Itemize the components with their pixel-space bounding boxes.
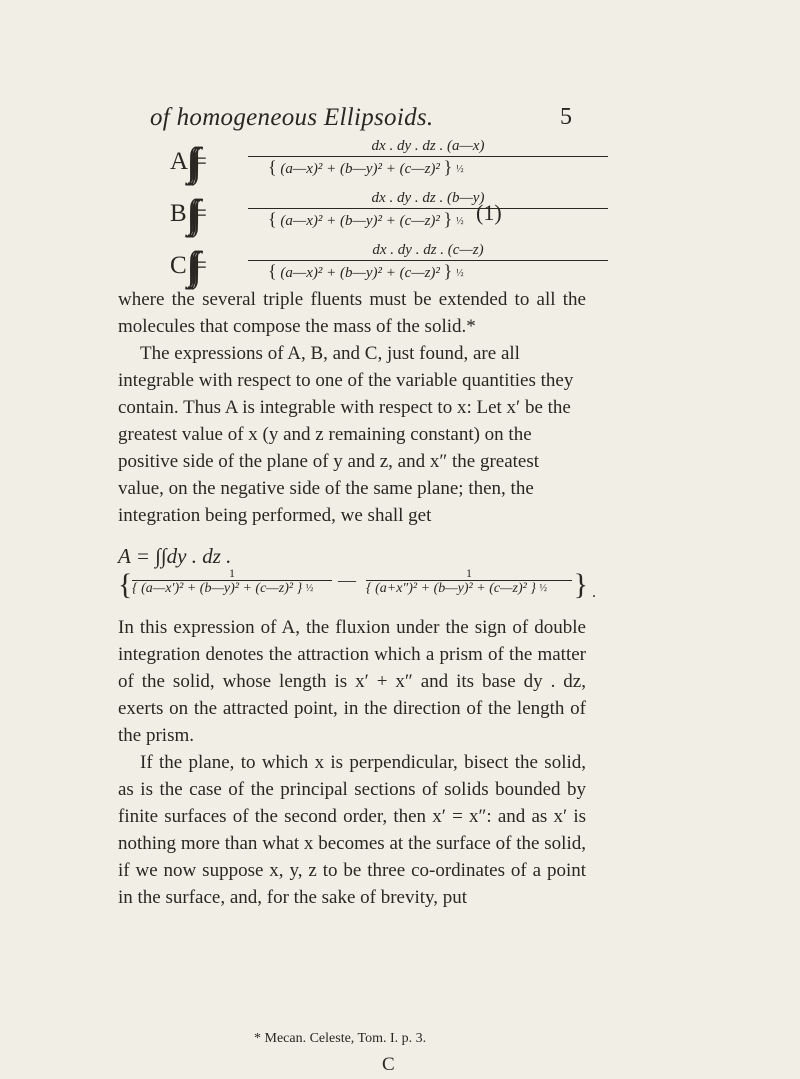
integral-result-expression — [118, 566, 596, 610]
denominator-expression: (a—x)² + (b—y)² + (c—z)² — [280, 265, 440, 281]
equation-lhs: B = — [170, 200, 208, 227]
open-brace: { — [118, 568, 133, 601]
denominator-expression: (a—x)² + (b—y)² + (c—z)² — [280, 213, 440, 229]
term-two-fraction — [366, 566, 572, 597]
period: . — [592, 584, 596, 601]
minus-sign: — — [338, 570, 356, 590]
equation-a — [170, 132, 630, 192]
equation-numerator: dx . dy . dz . (b—y) — [371, 190, 485, 206]
footnote: * Mecan. Celeste, Tom. I. p. 3. — [254, 1031, 427, 1046]
equation-fraction — [248, 190, 608, 229]
term-one-fraction — [132, 566, 332, 597]
paragraph: where the several triple fluents must be extended to all the molecules that compose the mass of the solid.* — [118, 289, 586, 337]
integral-result-lhs: A = ∫∫dy . dz . — [118, 544, 232, 568]
equation-denominator: { (a—x)² + (b—y)² + (c—z)² } ½ — [268, 261, 464, 281]
equation-b — [170, 184, 630, 244]
exponent: ½ — [456, 268, 464, 279]
paragraph: The expressions of A, B, and C, just found, are all integrable with respect to one of the variable quantities they contain. Thus A is integrable with respect to x: Let x′ be the greatest value of x (y and z remaining constant) on the positive side of the plane of y and z, and x″ the greatest value, on the negative side of the same plane; then, the integration being performed, we shall get — [118, 343, 574, 526]
exponent: ½ — [456, 164, 464, 175]
term-two-denominator: { (a+x″)² + (b—y)² + (c—z)² } ½ — [366, 581, 547, 596]
close-brace: } — [573, 568, 588, 601]
signature-mark: C — [382, 1054, 395, 1075]
equation-number: (1) — [476, 200, 502, 225]
equation-lhs: A = — [170, 148, 208, 175]
text-block-top — [118, 286, 586, 529]
equation-denominator: { (a—x)² + (b—y)² + (c—z)² } ½ — [268, 157, 464, 177]
term-two-numerator: 1 — [466, 566, 472, 580]
term-one-denominator: { (a—x′)² + (b—y)² + (c—z)² } ½ — [132, 581, 314, 596]
equation-numerator: dx . dy . dz . (a—x) — [371, 138, 485, 154]
paragraph: If the plane, to which x is perpendicular, bisect the solid, as is the case of the principal sections of solids bounded by finite surfaces of the second order, then x′ = x″: and as x′ is nothing more than what x becomes at the surface of the solid, if we now suppose x, y, z to be three co-ordinates of a point in the surface, and, for the sake of brevity, put — [118, 752, 586, 908]
equation-numerator: dx . dy . dz . (c—z) — [372, 242, 484, 258]
exponent: ½ — [456, 216, 464, 227]
text-block-bottom — [118, 614, 586, 911]
denominator-expression: (a—x)² + (b—y)² + (c—z)² — [280, 161, 440, 177]
paragraph: In this expression of A, the fluxion under the sign of double integration denotes the attraction which a prism of the matter of the solid, whose length is x′ + x″ and its base dy . dz, exerts on the attracted point, in the direction of the length of the prism. — [118, 617, 586, 746]
term-one-numerator: 1 — [229, 566, 235, 580]
page-number: 5 — [560, 104, 572, 130]
equation-lhs: C = — [170, 252, 208, 279]
running-title: of homogeneous Ellipsoids. — [150, 104, 434, 131]
equation-denominator: { (a—x)² + (b—y)² + (c—z)² } ½ — [268, 209, 464, 229]
equation-fraction — [248, 138, 608, 177]
equation-fraction — [248, 242, 608, 281]
